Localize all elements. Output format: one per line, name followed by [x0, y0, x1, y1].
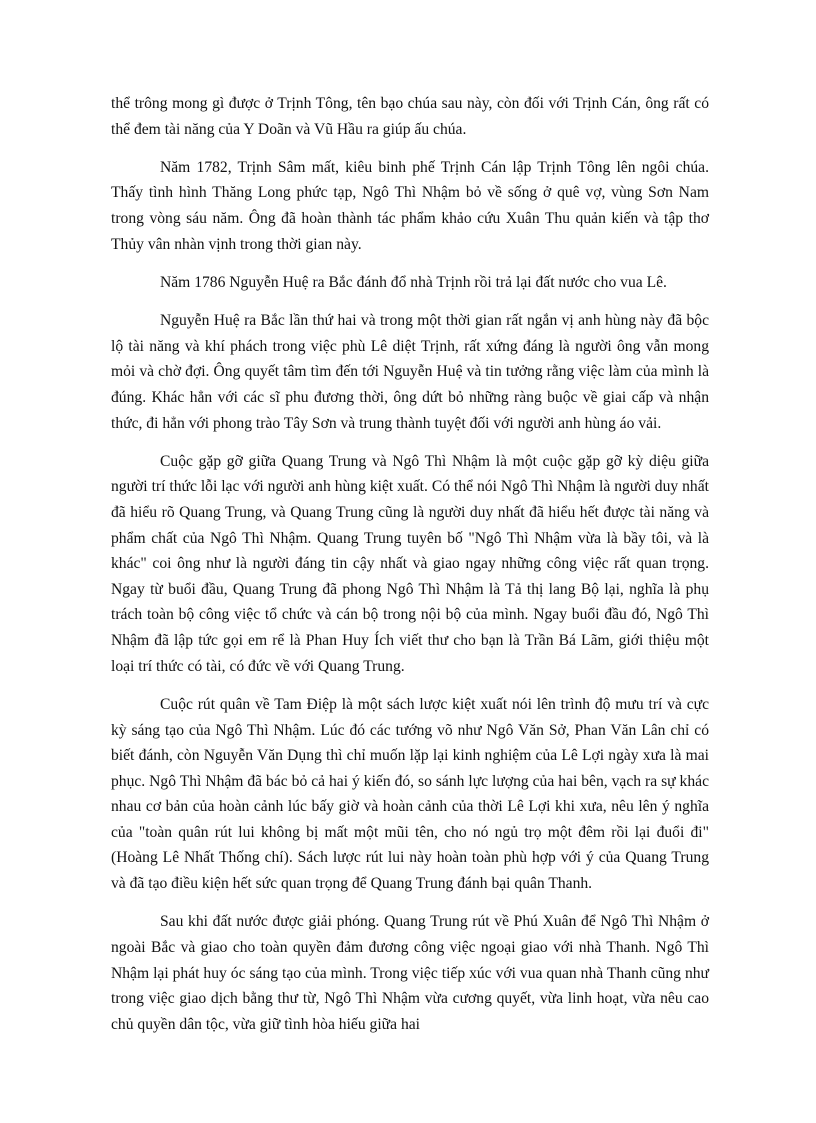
paragraph-3: Năm 1786 Nguyễn Huệ ra Bắc đánh đổ nhà Trịnh rồi trả lại đất nước cho vua Lê. — [160, 273, 667, 291]
paragraph-4: Nguyễn Huệ ra Bắc lần thứ hai và trong một thời gian rất ngắn vị anh hùng này đã bộc lộ tài năng và khí phách trong việc phù Lê diệt Trịnh, rất xứng đáng là người ông vẫn mong mỏi và chờ đợi. Ông quyết tâm tìm đến tới Nguyễn Huệ và tin tưởng rằng việc làm của mình là đúng. Khác hẳn với các sĩ phu đương thời, ông dứt bỏ những ràng buộc về giai cấp và nhận thức, đi hẳn với phong trào Tây Sơn và trung thành tuyệt đối với người anh hùng áo vải. — [111, 312, 709, 432]
paragraph-7: Sau khi đất nước được giải phóng. Quang Trung rút về Phú Xuân để Ngô Thì Nhậm ở ngoài Bắc và giao cho toàn quyền đảm đương công việc ngoại giao với nhà Thanh. Ngô Thì Nhậm lại phát huy óc sáng tạo của mình. Trong việc tiếp xúc với vua quan nhà Thanh cũng như trong việc giao dịch bằng thư từ, Ngô Thì Nhậm vừa cương quyết, vừa linh hoạt, vừa nêu cao chủ quyền dân tộc, vừa giữ tình hòa hiếu giữa hai — [111, 913, 709, 1033]
paragraph-5: Cuộc gặp gỡ giữa Quang Trung và Ngô Thì Nhậm là một cuộc gặp gỡ kỳ diệu giữa người trí thức lỗi lạc với người anh hùng kiệt xuất. Có thể nói Ngô Thì Nhậm là người duy nhất đã hiểu rõ Quang Trung, và Quang Trung cũng là người duy nhất đã hiểu hết được tài năng và phẩm chất của Ngô Thì Nhậm. Quang Trung tuyên bố "Ngô Thì Nhậm vừa là bầy tôi, và là khác" coi ông như là người đáng tin cậy nhất và giao ngay những công việc rất quan trọng. Ngay từ buổi đầu, Quang Trung đã phong Ngô Thì Nhậm là Tả thị lang Bộ lại, nghĩa là phụ trách toàn bộ công việc tổ chức và cán bộ trong nội bộ của mình. Ngay buổi đầu đó, Ngô Thì Nhậm đã lập tức gọi em rể là Phan Huy Ích viết thư cho bạn là Trần Bá Lãm, giới thiệu một loại trí thức có tài, có đức về với Quang Trung. — [111, 452, 709, 675]
paragraph-6: Cuộc rút quân về Tam Điệp là một sách lược kiệt xuất nói lên trình độ mưu trí và cực kỳ sáng tạo của Ngô Thì Nhậm. Lúc đó các tướng võ như Ngô Văn Sở, Phan Văn Lân chỉ có biết đánh, còn Nguyễn Văn Dụng thì chỉ muốn lặp lại kinh nghiệm của Lê Lợi ngày xưa là mai phục. Ngô Thì Nhậm đã bác bỏ cả hai ý kiến đó, so sánh lực lượng của hai bên, vạch ra sự khác nhau cơ bản của hoàn cảnh lúc bấy giờ và hoàn cảnh của thời Lê Lợi khi xưa, nêu lên ý nghĩa của "toàn quân rút lui không bị mất một mũi tên, cho nó ngủ trọ một đêm rồi lại đuổi đi" (Hoàng Lê Nhất Thống chí). Sách lược rút lui này hoàn toàn phù hợp với ý của Quang Trung và đã tạo điều kiện hết sức quan trọng để Quang Trung đánh bại quân Thanh. — [111, 695, 709, 893]
document-page — [111, 91, 709, 1050]
paragraph-2: Năm 1782, Trịnh Sâm mất, kiêu binh phế Trịnh Cán lập Trịnh Tông lên ngôi chúa. Thấy tình hình Thăng Long phức tạp, Ngô Thì Nhậm bỏ về sống ở quê vợ, vùng Sơn Nam trong vòng sáu năm. Ông đã hoàn thành tác phẩm khảo cứu Xuân Thu quản kiến và tập thơ Thủy vân nhàn vịnh trong thời gian này. — [111, 158, 709, 253]
paragraph-1: thể trông mong gì được ở Trịnh Tông, tên bạo chúa sau này, còn đối với Trịnh Cán, ông rất có thể đem tài năng của Y Doãn và Vũ Hầu ra giúp ấu chúa. — [111, 95, 709, 138]
